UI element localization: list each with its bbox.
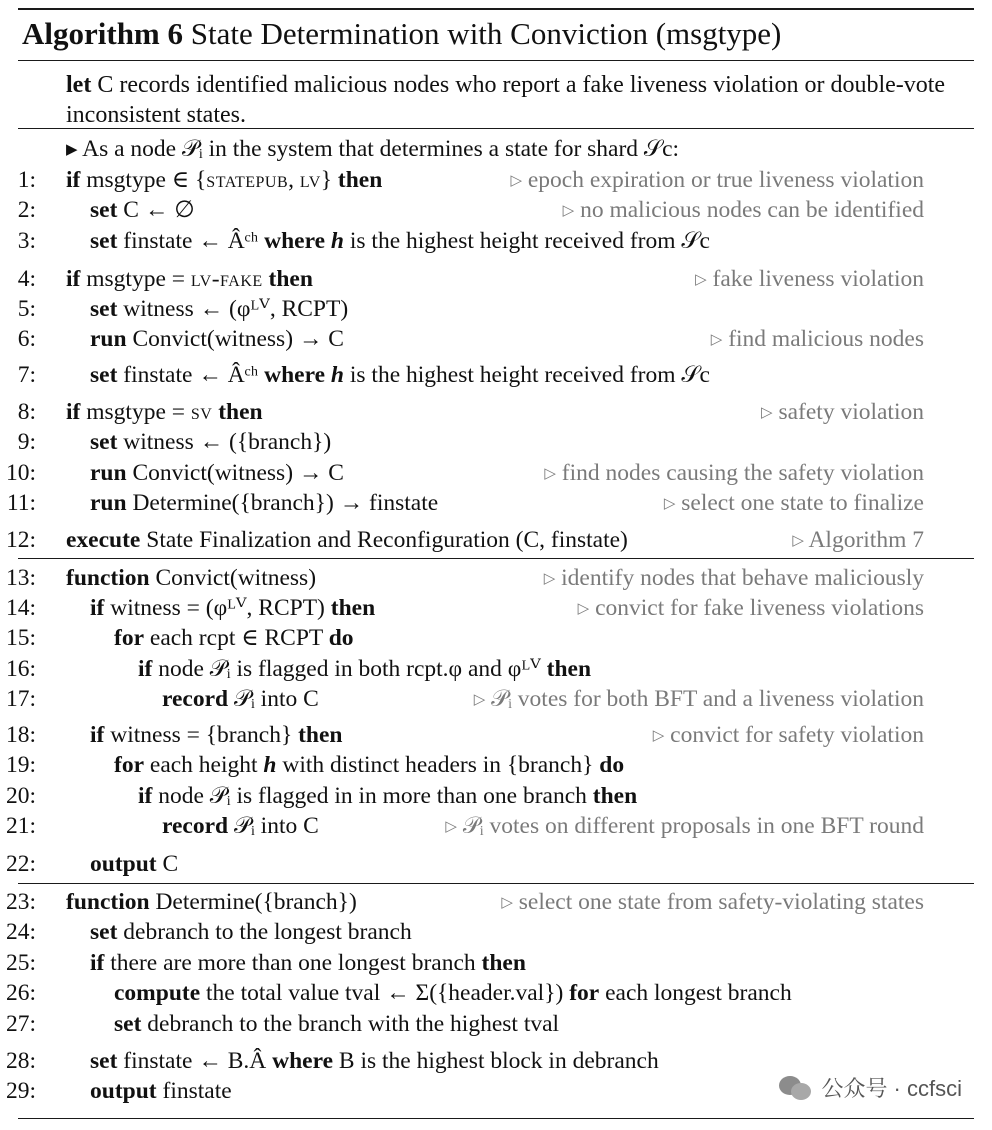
line-code: set witness ← (φᴸⱽ, RCPT) <box>90 296 349 322</box>
algorithm-title <box>22 16 781 52</box>
algorithm-label: Algorithm 6 <box>22 16 184 51</box>
line-code: function Determine({branch}) <box>66 889 357 915</box>
algorithm-line <box>0 684 972 714</box>
line-number: 27: <box>5 1011 36 1037</box>
section-rule-2 <box>18 883 974 884</box>
line-number: 23: <box>5 889 36 915</box>
line-number: 20: <box>5 783 36 809</box>
algorithm-line <box>0 264 972 294</box>
algorithm-line <box>0 750 972 780</box>
line-number: 9: <box>17 429 36 455</box>
algorithm-line <box>0 654 972 684</box>
line-code: execute State Finalization and Reconfiguration (C, finstate) <box>66 527 628 553</box>
line-comment: ▷ 𝒫ᵢ votes for both BFT and a liveness violation <box>473 686 924 712</box>
algorithm-line <box>0 887 972 917</box>
algorithm-line <box>0 1009 972 1039</box>
line-code: compute the total value tval ← Σ({header.val}) for each longest branch <box>114 980 792 1006</box>
line-code: run Convict(witness) → C <box>90 326 344 352</box>
line-number: 6: <box>17 326 36 352</box>
line-number: 19: <box>5 752 36 778</box>
line-number: 29: <box>5 1078 36 1104</box>
line-number: 24: <box>5 919 36 945</box>
line-code: output finstate <box>90 1078 232 1104</box>
algorithm-line <box>0 360 972 390</box>
line-comment: ▷ 𝒫ᵢ votes on different proposals in one BFT round <box>445 813 924 839</box>
triangle-icon: ▶ <box>66 142 78 158</box>
bottom-rule <box>18 1118 974 1119</box>
line-comment: ▷ find nodes causing the safety violation <box>544 460 924 486</box>
line-number: 22: <box>5 851 36 877</box>
line-number: 11: <box>6 490 36 516</box>
line-code: record 𝒫ᵢ into C <box>162 686 319 712</box>
line-number: 8: <box>17 399 36 425</box>
wechat-icon <box>779 1074 813 1102</box>
line-comment: ▷ no malicious nodes can be identified <box>562 197 924 223</box>
algorithm-line <box>0 525 972 555</box>
line-code: set finstate ← B.Â where B is the highest block in debranch <box>90 1048 659 1074</box>
algorithm-line <box>0 811 972 841</box>
line-code: if witness = {branch} then <box>90 722 343 748</box>
line-number: 28: <box>5 1048 36 1074</box>
line-code: run Convict(witness) → C <box>90 460 344 486</box>
line-code: if witness = (φᴸⱽ, RCPT) then <box>90 595 376 621</box>
line-code: if msgtype ∈ {statepub, lv} then <box>66 167 383 193</box>
line-number: 5: <box>17 296 36 322</box>
line-code: output C <box>90 851 179 877</box>
algorithm-line <box>0 458 972 488</box>
algorithm-line <box>0 978 972 1008</box>
header-comment <box>0 134 972 164</box>
line-code: if node 𝒫ᵢ is flagged in both rcpt.φ and φᴸⱽ then <box>138 656 592 682</box>
algorithm-line <box>0 720 972 750</box>
line-number: 4: <box>17 266 36 292</box>
algorithm-line <box>0 563 972 593</box>
watermark <box>779 1072 962 1103</box>
line-code: for each height h with distinct headers in {branch} do <box>114 752 625 778</box>
line-number: 7: <box>17 362 36 388</box>
line-number: 13: <box>5 565 36 591</box>
algorithm-line <box>0 849 972 879</box>
line-comment: ▷ convict for safety violation <box>652 722 924 748</box>
line-number: 21: <box>5 813 36 839</box>
line-number: 18: <box>5 722 36 748</box>
line-code: if msgtype = sv then <box>66 399 263 425</box>
intro-keyword: let <box>66 72 92 98</box>
top-rule <box>18 8 974 10</box>
line-code: record 𝒫ᵢ into C <box>162 813 319 839</box>
intro-body: C records identified malicious nodes who report a fake liveness violation or double-vote inconsistent states. <box>66 72 946 128</box>
line-comment: ▷ fake liveness violation <box>695 266 924 292</box>
line-number: 10: <box>5 460 36 486</box>
algorithm-line <box>0 593 972 623</box>
algorithm-line <box>0 623 972 653</box>
algorithm-line <box>0 324 972 354</box>
line-number: 12: <box>5 527 36 553</box>
line-number: 2: <box>17 197 36 223</box>
line-code: if there are more than one longest branch then <box>90 950 526 976</box>
algorithm-line <box>0 195 972 225</box>
algorithm-line <box>0 397 972 427</box>
header-comment-text: As a node 𝒫ᵢ in the system that determines a state for shard 𝒮c: <box>82 136 680 162</box>
algorithm-line <box>0 781 972 811</box>
line-comment: ▷ safety violation <box>761 399 924 425</box>
line-comment: ▷ select one state to finalize <box>663 490 924 516</box>
algorithm-line <box>0 294 972 324</box>
line-number: 26: <box>5 980 36 1006</box>
line-number: 3: <box>17 228 36 254</box>
algorithm-line <box>0 226 972 256</box>
line-number: 14: <box>5 595 36 621</box>
algorithm-line <box>0 948 972 978</box>
title-rule <box>18 60 974 61</box>
line-number: 15: <box>5 625 36 651</box>
intro-text <box>66 70 956 130</box>
line-comment: ▷ identify nodes that behave maliciously <box>543 565 924 591</box>
line-code: set witness ← ({branch}) <box>90 429 332 455</box>
line-code: set finstate ← Âᶜʰ where h is the highest height received from 𝒮c <box>90 228 710 254</box>
line-comment: ▷ convict for fake liveness violations <box>577 595 924 621</box>
line-number: 16: <box>5 656 36 682</box>
watermark-text: 公众号 · ccfsci <box>821 1076 962 1101</box>
algorithm-line <box>0 427 972 457</box>
algorithm-line <box>0 917 972 947</box>
line-code: set C ← ∅ <box>90 197 195 223</box>
line-code: run Determine({branch}) → finstate <box>90 490 439 516</box>
line-comment: ▷ epoch expiration or true liveness violation <box>510 167 924 193</box>
line-number: 25: <box>5 950 36 976</box>
line-code: set debranch to the longest branch <box>90 919 412 945</box>
line-code: for each rcpt ∈ RCPT do <box>114 625 354 651</box>
line-comment: ▷ Algorithm 7 <box>792 527 924 553</box>
line-code: function Convict(witness) <box>66 565 317 591</box>
line-comment: ▷ select one state from safety-violating states <box>501 889 924 915</box>
line-code: set debranch to the branch with the highest tval <box>114 1011 560 1037</box>
algorithm-name: State Determination with Conviction (msgtype) <box>190 16 782 51</box>
line-code: if msgtype = lv-fake then <box>66 266 313 292</box>
line-number: 1: <box>17 167 36 193</box>
line-number: 17: <box>5 686 36 712</box>
algorithm-line <box>0 488 972 518</box>
line-comment: ▷ find malicious nodes <box>710 326 924 352</box>
line-code: set finstate ← Âᶜʰ where h is the highest height received from 𝒮c <box>90 362 710 388</box>
line-code: if node 𝒫ᵢ is flagged in in more than one branch then <box>138 783 638 809</box>
section-rule-1 <box>18 558 974 559</box>
algorithm-line <box>0 165 972 195</box>
